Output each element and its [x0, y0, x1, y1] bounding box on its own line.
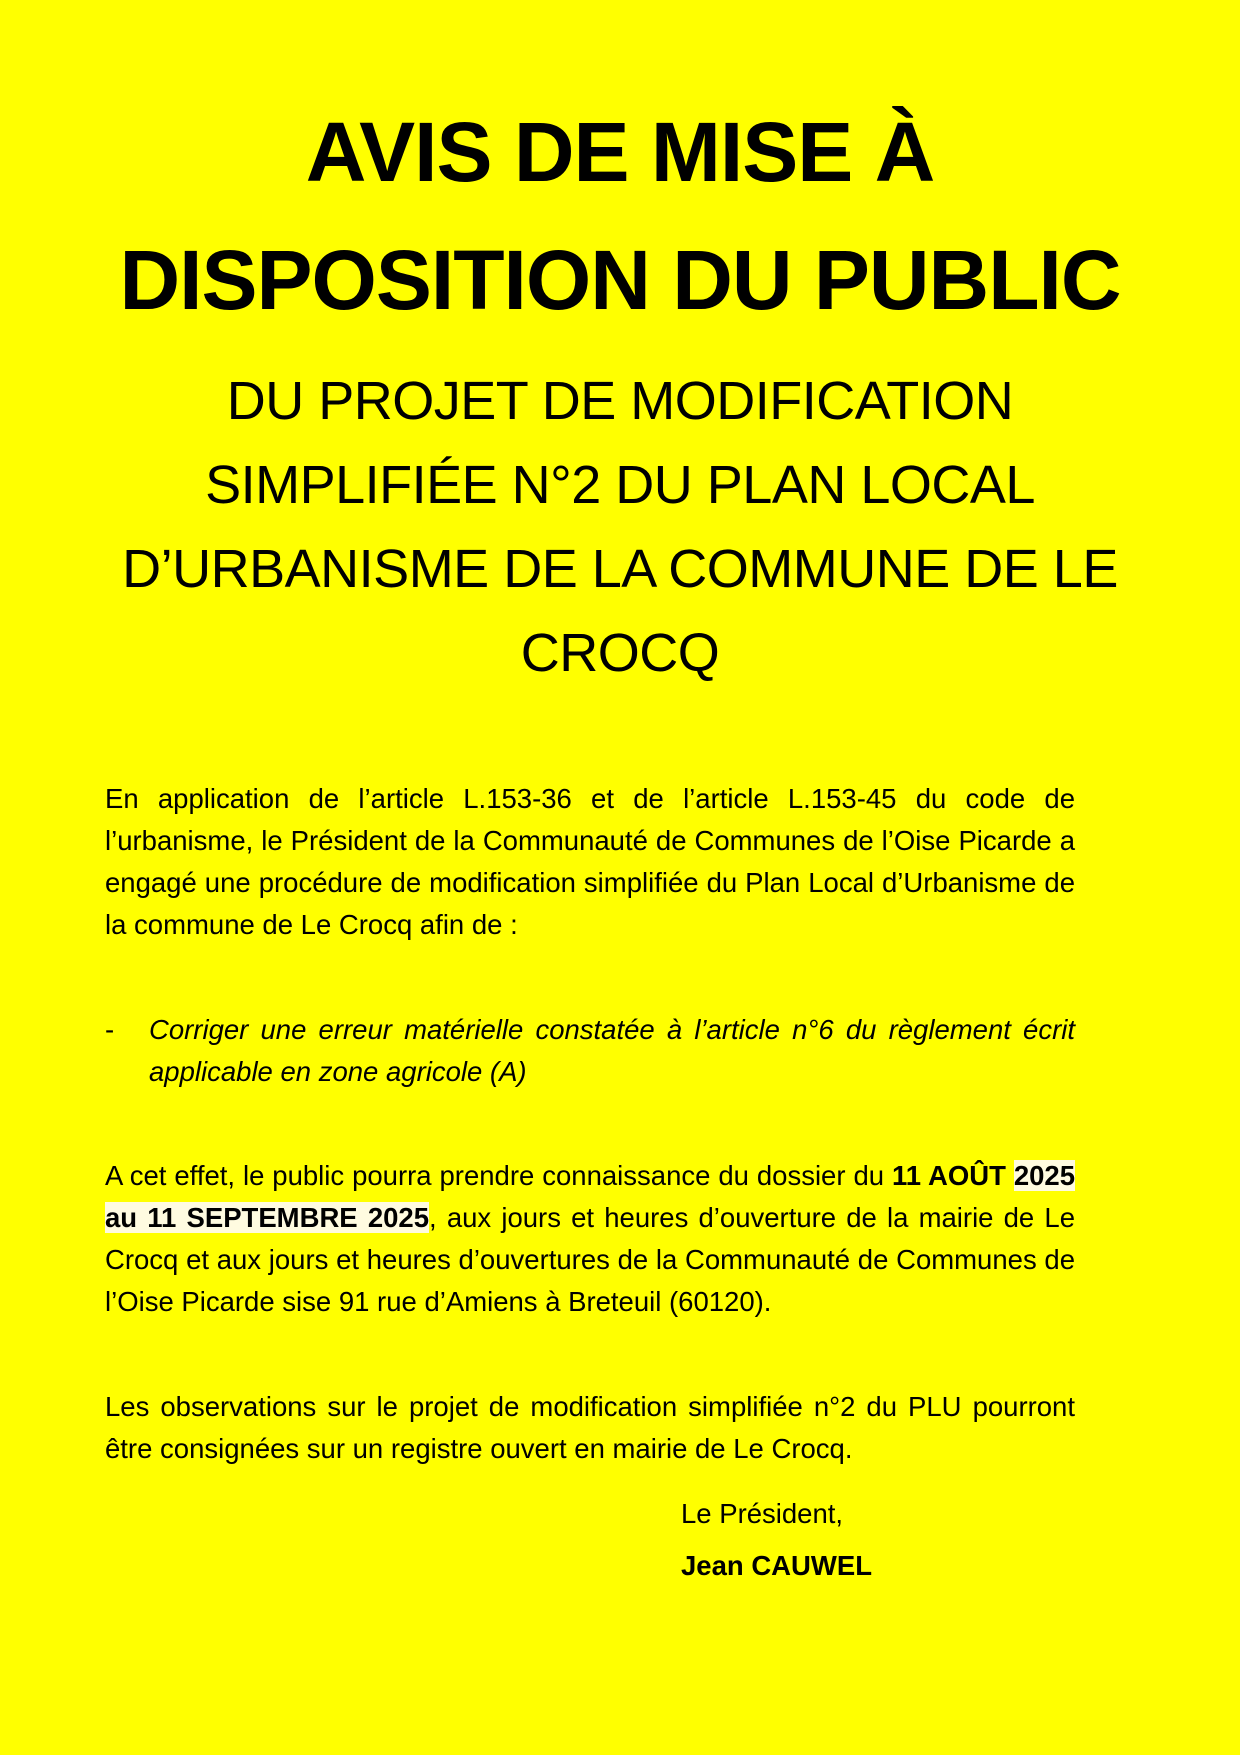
notice-subtitle — [60, 359, 1180, 695]
dates-prefix: A cet effet, le public pourra prendre connaissance du dossier du — [105, 1160, 892, 1191]
date-start: 11 AOÛT — [891, 1160, 1006, 1191]
title-line-2: DISPOSITION DU PUBLIC — [119, 233, 1121, 327]
dates-suffix: , aux jours et heures d’ouverture de la mairie de Le Crocq et aux jours et heures d’ouvertures de la Communauté de Communes de l’Oise Picarde sise 91 rue d’Amiens à Breteuil (60120). — [105, 1202, 1075, 1317]
bullet-item — [105, 1009, 1075, 1093]
dates-paragraph — [105, 1155, 1075, 1323]
subtitle-line-2: SIMPLIFIÉE N°2 DU PLAN LOCAL — [205, 455, 1035, 515]
observations-paragraph: Les observations sur le projet de modification simplifiée n°2 du PLU pourront être consignées sur un registre ouvert en mairie de Le Crocq. — [105, 1391, 1075, 1464]
signature-name: Jean CAUWEL — [681, 1550, 872, 1581]
subtitle-line-4: CROCQ — [520, 623, 720, 683]
notice-title — [60, 88, 1180, 344]
subtitle-line-1: DU PROJET DE MODIFICATION — [226, 371, 1014, 431]
bullet-marker: - — [105, 1014, 115, 1045]
signature-block — [681, 1488, 872, 1592]
subtitle-line-3: D’URBANISME DE LA COMMUNE DE LE — [122, 539, 1118, 599]
bullet-text: Corriger une erreur matérielle constatée à l’article n°6 du règlement écrit applicable en zone agricole (A) — [149, 1014, 1075, 1087]
date-end: 2025 au 11 SEPTEMBRE 2025 — [105, 1160, 1075, 1233]
title-line-1: AVIS DE MISE À — [305, 105, 935, 199]
intro-paragraph: En application de l’article L.153-36 et de l’article L.153-45 du code de l’urbanisme, le Président de la Communauté de Communes de l’Oise Picarde a engagé une procédure de modification simplifiée du Plan Local d’Urbanisme de la commune de Le Crocq afin de : — [105, 783, 1075, 940]
signature-role: Le Président, — [681, 1498, 844, 1529]
